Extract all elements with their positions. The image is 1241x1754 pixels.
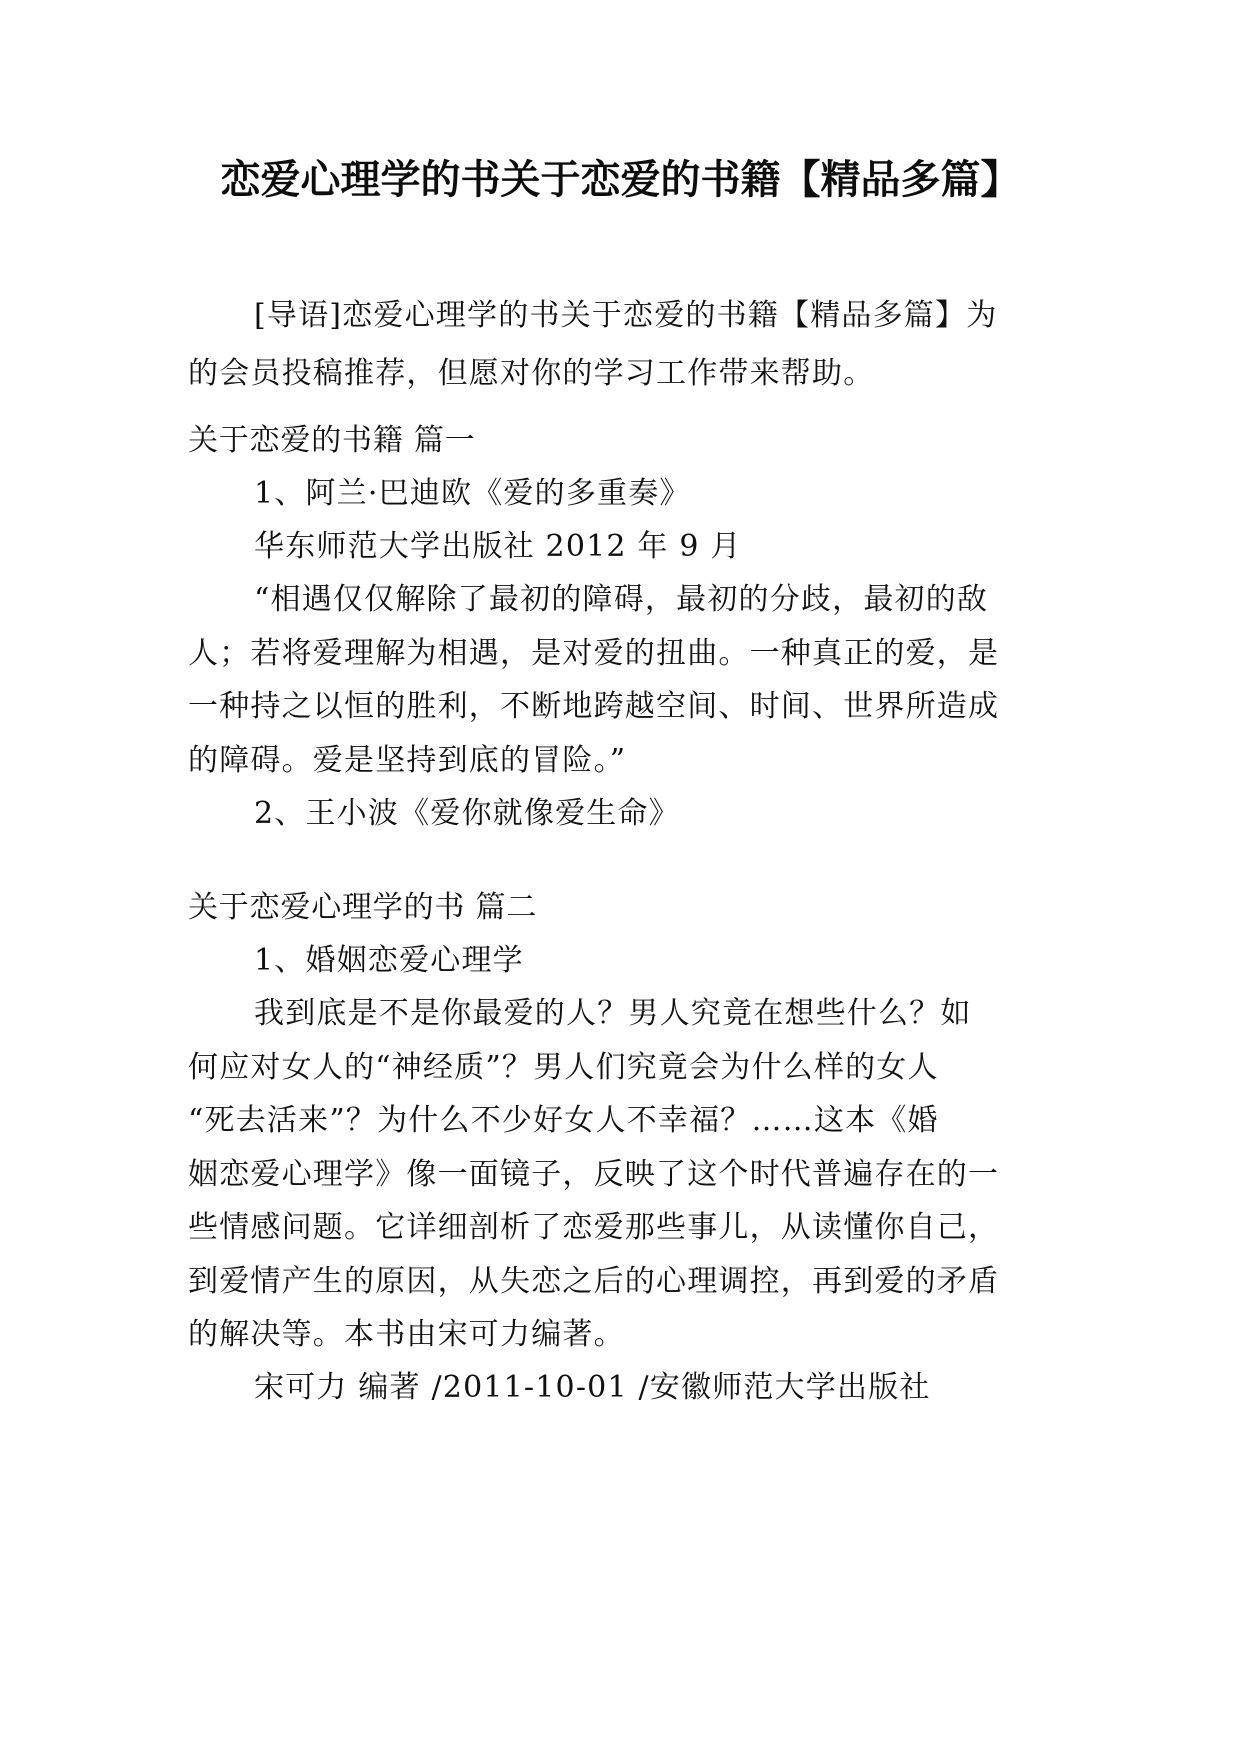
- intro-line-2: 的会员投稿推荐，但愿对你的学习工作带来帮助。: [188, 356, 875, 391]
- quote-line-3: 一种持之以恒的胜利，不断地跨越空间、时间、世界所造成: [188, 689, 1000, 724]
- intro-line-1: [导语]恋爱心理学的书关于恋爱的书籍【精品多篇】为: [254, 298, 998, 333]
- desc-line-1: 我到底是不是你最爱的人？男人究竟在想些什么？如: [254, 996, 972, 1031]
- section-heading-1: 关于恋爱的书籍 篇一: [188, 423, 476, 458]
- document-title: 恋爱心理学的书关于恋爱的书籍【精品多篇】: [220, 157, 1021, 203]
- book-credits: 宋可力 编著 /2011-10-01 /安徽师范大学出版社: [254, 1370, 931, 1405]
- book-title-1: 1、阿兰·巴迪欧《爱的多重奏》: [254, 476, 691, 511]
- book-title-2: 2、王小波《爱你就像爱生命》: [254, 796, 680, 831]
- book-title-3: 1、婚姻恋爱心理学: [254, 943, 524, 978]
- intro-paragraph: [188, 287, 1058, 403]
- desc-line-5: 些情感问题。它详细剖析了恋爱那些事儿，从读懂你自己，: [188, 1210, 1000, 1245]
- book-publisher-1: 华东师范大学出版社 2012 年 9 月: [254, 529, 742, 564]
- desc-line-2: 何应对女人的“神经质”？男人们究竟会为什么样的女人: [188, 1050, 939, 1085]
- desc-line-6: 到爱情产生的原因，从失恋之后的心理调控，再到爱的矛盾: [188, 1264, 1000, 1299]
- quote-line-4: 的障碍。爱是坚持到底的冒险。”: [188, 743, 627, 778]
- desc-line-3: “死去活来”？为什么不少好女人不幸福？……这本《婚: [188, 1103, 939, 1138]
- section-heading-2: 关于恋爱心理学的书 篇二: [188, 890, 538, 925]
- quote-line-2: 人；若将爱理解为相遇，是对爱的扭曲。一种真正的爱，是: [188, 636, 1000, 671]
- desc-line-7: 的解决等。本书由宋可力编著。: [188, 1317, 625, 1352]
- desc-line-4: 姻恋爱心理学》像一面镜子，反映了这个时代普遍存在的一: [188, 1157, 1000, 1192]
- quote-line-1: “相遇仅仅解除了最初的障碍，最初的分歧，最初的敌: [254, 582, 989, 617]
